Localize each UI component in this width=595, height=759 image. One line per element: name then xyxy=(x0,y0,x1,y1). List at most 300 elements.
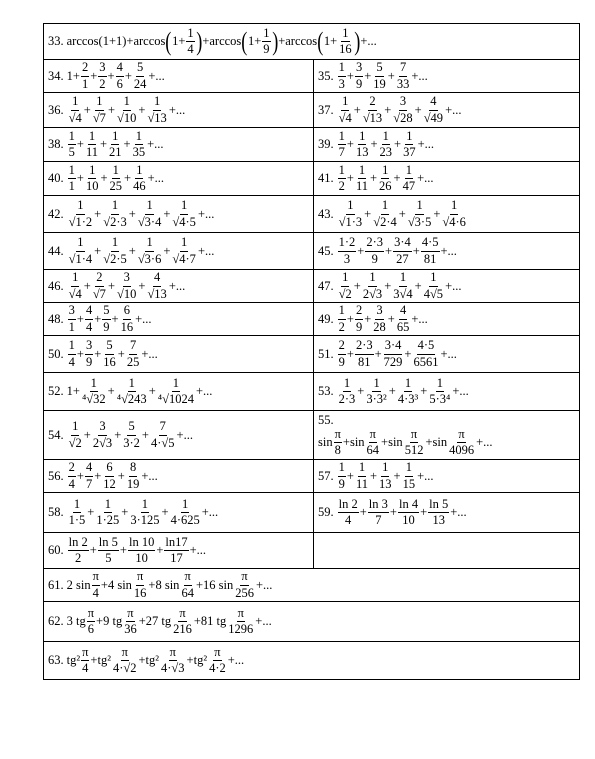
fraction xyxy=(122,420,141,449)
problem-number: 62. xyxy=(48,614,64,629)
expression-text: + xyxy=(420,384,428,399)
numerator: 1 xyxy=(181,498,189,513)
numerator: π xyxy=(178,607,186,622)
fraction xyxy=(133,570,148,599)
expression-text: +... xyxy=(197,243,215,258)
numerator: 1 xyxy=(381,199,389,214)
table-row xyxy=(44,233,580,270)
expression-text: + xyxy=(119,543,127,558)
problem-47 xyxy=(318,271,575,300)
numerator: 1 xyxy=(88,164,96,179)
fraction xyxy=(81,61,89,90)
fraction xyxy=(334,428,342,457)
denominator: 9 xyxy=(371,251,378,266)
denominator: 1 xyxy=(68,319,75,334)
table-row xyxy=(44,411,580,460)
fraction xyxy=(120,304,135,333)
denominator: 6561 xyxy=(413,354,439,369)
problem-cell-34 xyxy=(44,60,314,93)
numerator: 1·2 xyxy=(338,236,357,251)
denominator: 9 xyxy=(338,476,345,491)
problem-number: 36. xyxy=(48,102,64,117)
table-row xyxy=(44,270,580,303)
fraction xyxy=(423,271,444,300)
denominator: √1·4 xyxy=(68,251,93,266)
fraction xyxy=(338,461,346,490)
numerator: 4 xyxy=(399,304,407,319)
fraction xyxy=(208,646,227,675)
denominator: 5·3⁴ xyxy=(429,392,451,406)
numerator: 5 xyxy=(375,61,383,76)
numerator: π xyxy=(87,607,95,622)
problem-number: 45. xyxy=(318,243,334,258)
fraction xyxy=(172,607,193,636)
denominator: 2·3 xyxy=(338,392,356,406)
fraction xyxy=(68,498,87,527)
problem-cell-62 xyxy=(44,602,580,642)
expression-text: + xyxy=(94,346,102,361)
denominator: 3·2 xyxy=(123,435,140,450)
problem-number: 52. xyxy=(48,384,64,399)
table-row xyxy=(44,460,580,493)
fraction xyxy=(133,61,148,90)
denominator: √2·3 xyxy=(103,214,127,229)
denominator: 2√3 xyxy=(362,286,383,301)
expression-text: +... xyxy=(445,278,462,293)
numerator: 1 xyxy=(135,130,143,145)
fraction xyxy=(372,199,398,228)
expression-text: + xyxy=(364,311,372,326)
numerator: 1 xyxy=(405,130,413,145)
series-expression xyxy=(318,428,493,457)
problem-cell-46 xyxy=(44,270,314,303)
problem-number: 41. xyxy=(318,171,334,186)
numerator: π xyxy=(184,570,192,585)
expression-text: +... xyxy=(360,34,377,49)
problem-57 xyxy=(318,461,575,490)
problem-number: 61. xyxy=(48,577,64,592)
fraction xyxy=(116,271,137,300)
fraction xyxy=(423,95,444,124)
fraction xyxy=(338,61,346,90)
numerator: π xyxy=(240,570,248,585)
denominator: √1·3 xyxy=(338,214,363,229)
denominator: 13 xyxy=(355,145,369,159)
numerator: ln 2 xyxy=(338,498,359,513)
denominator: 64 xyxy=(366,443,380,458)
problem-cell-35 xyxy=(314,60,580,93)
problem-cell-33 xyxy=(44,24,580,60)
problem-58 xyxy=(48,498,309,527)
expression-text: + xyxy=(412,243,420,258)
expression-text: + xyxy=(353,278,361,293)
problem-40 xyxy=(48,164,309,193)
fraction xyxy=(87,607,95,636)
numerator: 1 xyxy=(343,377,351,392)
series-expression xyxy=(337,339,457,368)
expression-text: + xyxy=(346,468,354,483)
series-expression xyxy=(67,304,152,333)
numerator: 1 xyxy=(135,164,143,179)
numerator: 1 xyxy=(104,498,112,513)
expression-text: + xyxy=(346,171,354,186)
denominator: √49 xyxy=(423,110,444,125)
numerator: π xyxy=(213,646,221,661)
denominator: 19 xyxy=(373,76,386,91)
denominator: 4 xyxy=(82,661,89,675)
expression-text: + xyxy=(107,384,115,399)
numerator: π xyxy=(169,646,177,661)
numerator: 5 xyxy=(136,61,144,76)
problem-cell-36 xyxy=(44,93,314,128)
series-expression xyxy=(337,61,428,90)
fraction xyxy=(102,304,110,333)
fraction xyxy=(68,304,76,333)
expression-text: +arccos xyxy=(278,34,318,49)
denominator: √4·7 xyxy=(172,251,196,266)
fraction xyxy=(378,164,393,193)
problem-44 xyxy=(48,236,309,265)
numerator: 1 xyxy=(180,199,188,214)
fraction xyxy=(365,377,387,406)
numerator: 1 xyxy=(399,271,407,286)
fraction xyxy=(95,498,120,527)
parenthesis: ) xyxy=(195,26,203,56)
expression-text: 1+ xyxy=(247,34,262,49)
denominator: √4 xyxy=(68,286,82,301)
fraction xyxy=(398,498,419,527)
numerator: 1 xyxy=(111,199,119,214)
numerator: 3·4 xyxy=(384,339,403,354)
problem-39 xyxy=(318,130,575,159)
denominator: 1·25 xyxy=(96,513,120,527)
numerator: 6 xyxy=(105,461,113,476)
denominator: 4·√5 xyxy=(150,435,175,450)
numerator: 1 xyxy=(71,420,79,435)
denominator: 4·√2 xyxy=(112,661,137,675)
problem-number: 46. xyxy=(48,278,64,293)
denominator: 729 xyxy=(383,354,403,369)
denominator: √2·5 xyxy=(103,251,127,266)
denominator: 4·2 xyxy=(209,661,226,675)
expression-text: + xyxy=(389,505,397,520)
numerator: 1 xyxy=(145,236,153,251)
table-row xyxy=(44,24,580,60)
numerator: 3 xyxy=(355,61,363,76)
fraction xyxy=(102,461,117,490)
fraction xyxy=(362,271,383,300)
expression-text: + xyxy=(76,468,84,483)
numerator: 2 xyxy=(68,461,76,476)
expression-text: + xyxy=(87,505,95,520)
numerator: 1 xyxy=(341,95,349,110)
denominator: √4·6 xyxy=(442,214,466,229)
problem-number: 56. xyxy=(48,468,64,483)
problem-number: 37. xyxy=(318,102,334,117)
problem-34 xyxy=(48,61,309,90)
fraction xyxy=(68,130,76,159)
numerator: 1 xyxy=(338,164,346,179)
denominator: 1 xyxy=(68,179,75,193)
expression-text: + xyxy=(100,171,108,186)
denominator: 5 xyxy=(105,551,112,565)
problem-sheet xyxy=(43,23,579,680)
expression-text: + xyxy=(364,206,372,221)
numerator: 1 xyxy=(338,130,346,145)
expression-text: +tg² xyxy=(90,653,111,668)
expression-text: + xyxy=(357,384,365,399)
problem-42 xyxy=(48,199,309,228)
problem-cell-42 xyxy=(44,196,314,233)
expression-text: + xyxy=(76,346,84,361)
expression-text: + xyxy=(346,346,354,361)
numerator: 1 xyxy=(341,271,349,286)
numerator: 3 xyxy=(98,61,106,76)
denominator: 4·3³ xyxy=(397,392,419,406)
denominator: 13 xyxy=(379,476,392,491)
numerator: 1 xyxy=(405,461,413,476)
problem-number: 50. xyxy=(48,346,64,361)
problem-number: 35. xyxy=(318,68,334,83)
denominator: 5 xyxy=(68,145,75,159)
denominator: 4·√3 xyxy=(161,661,185,675)
fraction xyxy=(116,377,148,406)
fraction xyxy=(368,498,389,527)
problem-35 xyxy=(318,61,575,90)
numerator: 1 xyxy=(338,61,346,76)
fraction xyxy=(81,646,89,675)
denominator: 9 xyxy=(263,42,270,56)
fraction xyxy=(428,377,451,406)
series-expression xyxy=(67,607,272,636)
numerator: 1 xyxy=(341,27,349,42)
series-expression xyxy=(67,377,213,406)
fraction xyxy=(338,164,346,193)
denominator: 3·3² xyxy=(366,392,387,406)
fraction xyxy=(146,271,167,300)
problem-cell-58 xyxy=(44,493,314,533)
numerator: 7 xyxy=(159,420,167,435)
denominator: 46 xyxy=(133,179,146,193)
denominator: 24 xyxy=(133,76,147,91)
numerator: ln 4 xyxy=(398,498,419,513)
fraction xyxy=(150,420,176,449)
series-expression xyxy=(337,95,462,124)
series-expression xyxy=(67,461,158,490)
series-expression xyxy=(67,61,165,90)
denominator: 4 xyxy=(68,476,75,491)
problem-62 xyxy=(48,607,575,636)
fraction xyxy=(448,428,475,457)
numerator: 1 xyxy=(405,164,413,179)
problem-48 xyxy=(48,304,309,333)
denominator: √10 xyxy=(117,110,137,125)
expression-text: 1+ xyxy=(66,68,80,83)
denominator: 1296 xyxy=(228,622,254,636)
denominator: √7 xyxy=(92,286,106,301)
problem-cell-48 xyxy=(44,303,314,336)
denominator: 81 xyxy=(358,354,371,369)
fraction xyxy=(85,461,93,490)
problem-cell-47 xyxy=(314,270,580,303)
expression-text: + xyxy=(385,243,393,258)
parenthesis: ( xyxy=(317,26,324,56)
expression-text: +16 sin xyxy=(195,577,234,592)
series-expression xyxy=(67,271,186,300)
expression-text: + xyxy=(138,102,146,117)
numerator: 1 xyxy=(111,236,119,251)
expression-text: + xyxy=(364,68,372,83)
numerator: 1 xyxy=(415,199,423,214)
denominator: 7 xyxy=(375,513,382,527)
problem-cell-41 xyxy=(314,162,580,196)
expression-text: + xyxy=(393,468,401,483)
expression-text: + xyxy=(346,68,354,83)
numerator: 1 xyxy=(450,199,458,214)
expression-text: + xyxy=(433,206,441,221)
table-row xyxy=(44,569,580,602)
problem-cell-52 xyxy=(44,373,314,411)
fraction xyxy=(68,95,83,124)
expression-text: + xyxy=(353,102,361,117)
expression-text: + xyxy=(357,243,365,258)
fraction xyxy=(126,339,141,368)
table-row xyxy=(44,602,580,642)
expression-text: +8 sin xyxy=(148,577,180,592)
series-expression xyxy=(337,236,457,265)
series-table xyxy=(43,23,580,680)
series-expression xyxy=(337,271,462,300)
problem-number: 55. xyxy=(318,412,334,427)
expression-text: + xyxy=(89,543,97,558)
fraction xyxy=(234,570,255,599)
expression-text: +... xyxy=(411,311,428,326)
expression-text: + xyxy=(163,243,171,258)
table-row xyxy=(44,493,580,533)
denominator: 1 xyxy=(81,76,89,91)
fraction xyxy=(68,271,83,300)
problem-number: 40. xyxy=(48,171,64,186)
fraction xyxy=(137,199,163,228)
expression-text: + xyxy=(76,171,84,186)
denominator: 4 xyxy=(345,513,352,527)
fraction xyxy=(338,130,346,159)
fraction xyxy=(338,95,353,124)
expression-text: sin xyxy=(318,435,333,449)
numerator: 4 xyxy=(153,271,161,286)
denominator: ⁴√32 xyxy=(81,392,106,406)
denominator: 9 xyxy=(355,76,363,91)
problem-number: 53. xyxy=(318,384,334,399)
expression-text: + xyxy=(374,346,382,361)
fraction xyxy=(372,304,387,333)
denominator: 4 xyxy=(68,354,75,369)
series-expression xyxy=(337,304,428,333)
denominator: √3·6 xyxy=(137,251,162,266)
fraction xyxy=(404,428,425,457)
expression-text: + xyxy=(420,505,428,520)
expression-text: + xyxy=(128,243,136,258)
problem-cell-49 xyxy=(314,303,580,336)
series-expression xyxy=(67,498,219,527)
expression-text: + xyxy=(398,206,406,221)
fraction xyxy=(92,271,107,300)
fraction xyxy=(365,236,384,265)
numerator: 1 xyxy=(71,95,79,110)
problem-number: 60. xyxy=(48,543,64,558)
numerator: 7 xyxy=(129,339,137,354)
expression-text: +27 tg xyxy=(138,614,172,629)
denominator: 28 xyxy=(373,319,386,334)
numerator: 4·5 xyxy=(421,236,440,251)
denominator: 10 xyxy=(402,513,415,527)
denominator: 26 xyxy=(379,179,392,193)
expression-text: +arccos xyxy=(202,34,242,49)
numerator: π xyxy=(81,646,89,661)
fraction xyxy=(132,130,147,159)
numerator: 1 xyxy=(381,461,389,476)
fraction xyxy=(262,27,270,56)
fraction xyxy=(338,304,346,333)
numerator: 1 xyxy=(436,377,444,392)
fraction xyxy=(92,570,100,599)
problem-56 xyxy=(48,461,309,490)
table-row xyxy=(44,642,580,680)
fraction xyxy=(338,339,346,368)
fraction xyxy=(92,420,113,449)
denominator: √4 xyxy=(338,110,352,125)
problem-60 xyxy=(48,536,309,565)
numerator: 1 xyxy=(95,95,103,110)
problem-number: 54. xyxy=(48,427,64,442)
expression-text: +... xyxy=(148,68,165,83)
series-table-body xyxy=(44,24,580,680)
series-expression xyxy=(67,199,215,228)
problem-51 xyxy=(318,339,575,368)
numerator: π xyxy=(136,570,144,585)
expression-text: + xyxy=(94,468,102,483)
numerator: π xyxy=(334,428,342,443)
table-row xyxy=(44,60,580,93)
table-row xyxy=(44,128,580,162)
expression-text: +... xyxy=(255,577,273,592)
fraction xyxy=(68,339,76,368)
expression-text: + xyxy=(124,68,132,83)
expression-text: + xyxy=(414,102,422,117)
denominator: 9 xyxy=(103,319,110,334)
expression-text: + xyxy=(346,311,354,326)
expression-text: + xyxy=(414,278,422,293)
fraction xyxy=(186,27,194,56)
denominator: 7 xyxy=(338,145,345,159)
fraction xyxy=(68,461,76,490)
expression-text: + xyxy=(123,137,131,152)
fraction xyxy=(102,199,128,228)
numerator: 2 xyxy=(368,95,376,110)
numerator: 1 xyxy=(186,27,194,42)
numerator: 3 xyxy=(68,304,76,319)
numerator: 8 xyxy=(129,461,137,476)
denominator: 36 xyxy=(124,622,137,636)
fraction xyxy=(383,339,404,368)
expression-text: + xyxy=(83,102,91,117)
problem-52 xyxy=(48,377,309,406)
denominator: 27 xyxy=(396,251,409,266)
fraction xyxy=(402,164,417,193)
table-row xyxy=(44,162,580,196)
numerator: 1 xyxy=(68,130,76,145)
expression-text: arccos(1+1)+arccos xyxy=(66,34,166,49)
